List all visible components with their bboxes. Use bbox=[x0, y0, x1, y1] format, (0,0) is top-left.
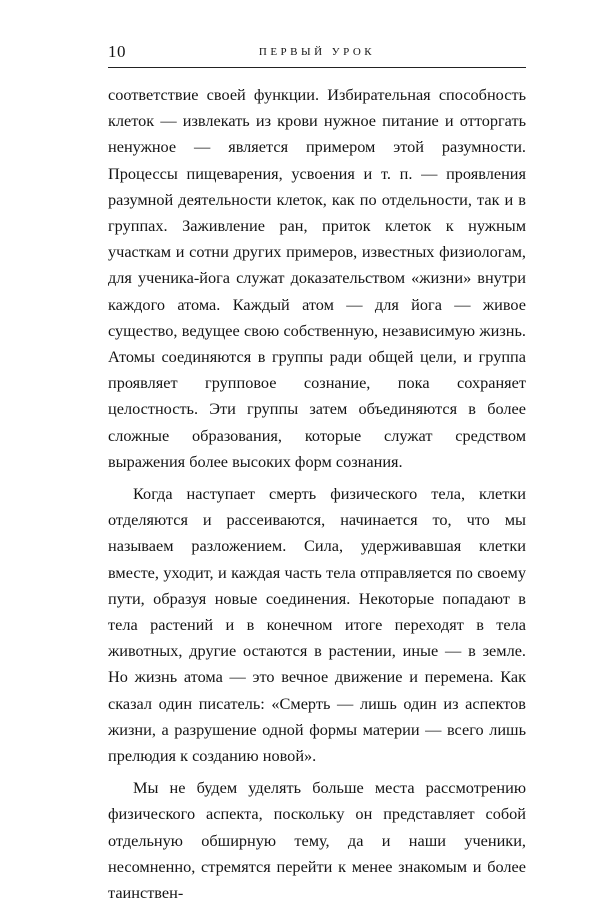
body-text bbox=[108, 82, 526, 912]
page-header bbox=[108, 40, 526, 68]
header-rule bbox=[108, 67, 526, 68]
running-title: ПЕРВЫЙ УРОК bbox=[258, 46, 376, 58]
paragraph-2: Когда наступает смерть физического тела, клетки отделяются и рассеиваются, начинается то, что мы называем разложением. Сила, удерживавшая клетки вместе, уходит, и каждая часть тела отправляется по своему пути, образуя новые соединения. Некоторые попадают в тела растений и в конечном итоге переходят в тела животных, другие остаются в растении, иные — в земле. Но жизнь атома — это вечное движение и перемена. Как сказал один писатель: «Смерть — лишь один из аспектов жизни, а разрушение одной формы материи — всего лишь прелюдия к созданию новой». bbox=[108, 484, 526, 766]
paragraph-3: Мы не будем уделять больше места рассмотрению физического аспекта, поскольку он представляет собой отдельную обширную тему, да и наши ученики, несомненно, стремятся перейти к менее знакомым и более таинствен- bbox=[108, 778, 526, 903]
page-number: 10 bbox=[108, 42, 126, 61]
paragraph-1: соответствие своей функции. Избирательная способность клеток — извлекать из крови нужное питание и отторгать ненужное — является примером этой разумности. Процессы пищеварения, усвоения и т. п. — проявления разумной деятельности клеток, как по отдельности, так и в группах. Заживление ран, приток клеток к нужным участкам и сотни других примеров, известных физиологам, для ученика-йога служат доказательством «жизни» внутри каждого атома. Каждый атом — для йога — живое существо, ведущее свою собственную, независимую жизнь. Атомы соединяются в группы ради общей цели, и группа проявляет групповое сознание, пока сохраняет целостность. Эти группы затем объединяются в более сложные образования, которые служат средством выражения более высоких форм сознания. bbox=[108, 85, 526, 471]
